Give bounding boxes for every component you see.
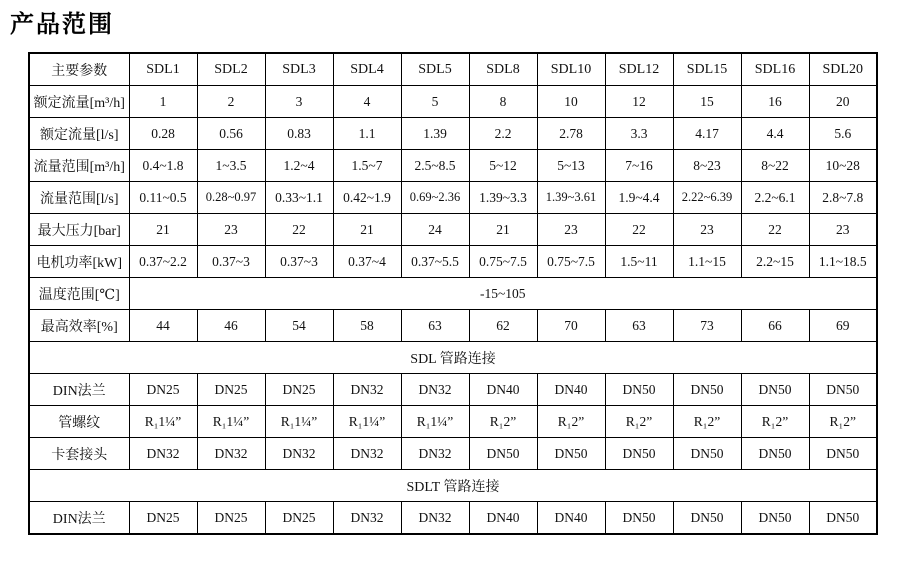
model-column-header: SDL1 [129, 53, 197, 86]
value-cell: R₁1¼” [197, 406, 265, 438]
model-column-header: SDL16 [741, 53, 809, 86]
model-column-header: SDL5 [401, 53, 469, 86]
section-row [29, 342, 877, 374]
value-cell: DN32 [265, 438, 333, 470]
value-cell: 1.1~18.5 [809, 246, 877, 278]
value-cell: 1.5~11 [605, 246, 673, 278]
value-cell: 23 [809, 214, 877, 246]
value-cell: DN25 [197, 502, 265, 535]
param-column-header: 主要参数 [29, 53, 129, 86]
table-row [29, 438, 877, 470]
value-cell: 10 [537, 86, 605, 118]
value-cell: DN50 [673, 502, 741, 535]
model-column-header: SDL8 [469, 53, 537, 86]
value-cell: 0.37~3 [265, 246, 333, 278]
section-title-cell: SDL 管路连接 [29, 342, 877, 374]
row-label-cell: 额定流量[l/s] [29, 118, 129, 150]
value-cell: 70 [537, 310, 605, 342]
value-cell: 8 [469, 86, 537, 118]
value-cell: 66 [741, 310, 809, 342]
table-row [29, 118, 877, 150]
model-column-header: SDL3 [265, 53, 333, 86]
table-row [29, 406, 877, 438]
value-cell: 8~22 [741, 150, 809, 182]
value-cell: DN32 [333, 502, 401, 535]
span-value-cell: -15~105 [129, 278, 877, 310]
value-cell: 0.37~4 [333, 246, 401, 278]
table-row [29, 214, 877, 246]
model-column-header: SDL15 [673, 53, 741, 86]
value-cell: DN50 [537, 438, 605, 470]
value-cell: 0.75~7.5 [469, 246, 537, 278]
value-cell: 24 [401, 214, 469, 246]
table-row [29, 182, 877, 214]
value-cell: R₁2” [605, 406, 673, 438]
value-cell: R₁1¼” [129, 406, 197, 438]
value-cell: 4.17 [673, 118, 741, 150]
value-cell: 23 [197, 214, 265, 246]
row-label-cell: DIN法兰 [29, 374, 129, 406]
value-cell: DN50 [741, 438, 809, 470]
row-label-cell: 额定流量[m³/h] [29, 86, 129, 118]
value-cell: DN25 [129, 374, 197, 406]
value-cell: DN40 [537, 502, 605, 535]
value-cell: 0.11~0.5 [129, 182, 197, 214]
value-cell: DN50 [673, 438, 741, 470]
value-cell: 0.83 [265, 118, 333, 150]
row-label-cell: 流量范围[m³/h] [29, 150, 129, 182]
value-cell: 1.39~3.61 [537, 182, 605, 214]
value-cell: 0.42~1.9 [333, 182, 401, 214]
value-cell: 5 [401, 86, 469, 118]
value-cell: DN32 [401, 374, 469, 406]
value-cell: 2.2~6.1 [741, 182, 809, 214]
table-row [29, 150, 877, 182]
row-label-cell: 卡套接头 [29, 438, 129, 470]
value-cell: DN50 [809, 438, 877, 470]
value-cell: 2.2 [469, 118, 537, 150]
value-cell: 20 [809, 86, 877, 118]
value-cell: 54 [265, 310, 333, 342]
header-row [29, 53, 877, 86]
value-cell: 1.1 [333, 118, 401, 150]
value-cell: 0.28 [129, 118, 197, 150]
page-title: 产品范围 [10, 11, 114, 38]
row-label-cell: 电机功率[kW] [29, 246, 129, 278]
model-column-header: SDL2 [197, 53, 265, 86]
value-cell: 3.3 [605, 118, 673, 150]
value-cell: DN32 [333, 438, 401, 470]
table-row [29, 310, 877, 342]
value-cell: DN25 [265, 502, 333, 535]
value-cell: 1.1~15 [673, 246, 741, 278]
value-cell: 5~13 [537, 150, 605, 182]
value-cell: 3 [265, 86, 333, 118]
value-cell: 0.37~5.5 [401, 246, 469, 278]
value-cell: R₁2” [537, 406, 605, 438]
value-cell: DN40 [537, 374, 605, 406]
value-cell: 4.4 [741, 118, 809, 150]
value-cell: 58 [333, 310, 401, 342]
value-cell: DN32 [401, 502, 469, 535]
value-cell: 46 [197, 310, 265, 342]
value-cell: 1.39 [401, 118, 469, 150]
model-column-header: SDL20 [809, 53, 877, 86]
value-cell: 2.5~8.5 [401, 150, 469, 182]
value-cell: 0.28~0.97 [197, 182, 265, 214]
value-cell: 22 [605, 214, 673, 246]
value-cell: 0.4~1.8 [129, 150, 197, 182]
value-cell: 21 [469, 214, 537, 246]
value-cell: DN32 [401, 438, 469, 470]
value-cell: 1.2~4 [265, 150, 333, 182]
row-label-cell: 最高效率[%] [29, 310, 129, 342]
model-column-header: SDL10 [537, 53, 605, 86]
value-cell: 5.6 [809, 118, 877, 150]
value-cell: 1 [129, 86, 197, 118]
value-cell: DN50 [741, 502, 809, 535]
value-cell: 0.75~7.5 [537, 246, 605, 278]
value-cell: 0.37~2.2 [129, 246, 197, 278]
value-cell: DN25 [129, 502, 197, 535]
table-row [29, 86, 877, 118]
value-cell: 44 [129, 310, 197, 342]
value-cell: 1~3.5 [197, 150, 265, 182]
value-cell: R₁1¼” [265, 406, 333, 438]
value-cell: DN50 [605, 438, 673, 470]
value-cell: 73 [673, 310, 741, 342]
section-title-cell: SDLT 管路连接 [29, 470, 877, 502]
table-row [29, 278, 877, 310]
value-cell: DN32 [129, 438, 197, 470]
value-cell: DN50 [469, 438, 537, 470]
value-cell: DN32 [333, 374, 401, 406]
value-cell: 1.39~3.3 [469, 182, 537, 214]
value-cell: 2.22~6.39 [673, 182, 741, 214]
value-cell: DN50 [605, 502, 673, 535]
value-cell: 0.37~3 [197, 246, 265, 278]
row-label-cell: 最大压力[bar] [29, 214, 129, 246]
value-cell: 22 [741, 214, 809, 246]
table-row [29, 374, 877, 406]
value-cell: 21 [333, 214, 401, 246]
value-cell: 1.9~4.4 [605, 182, 673, 214]
value-cell: R₁2” [809, 406, 877, 438]
value-cell: DN50 [605, 374, 673, 406]
value-cell: 10~28 [809, 150, 877, 182]
value-cell: 2.78 [537, 118, 605, 150]
value-cell: DN50 [809, 374, 877, 406]
value-cell: DN25 [265, 374, 333, 406]
table-row [29, 502, 877, 535]
row-label-cell: 管螺纹 [29, 406, 129, 438]
value-cell: DN50 [809, 502, 877, 535]
value-cell: 5~12 [469, 150, 537, 182]
value-cell: R₁1¼” [401, 406, 469, 438]
value-cell: 23 [673, 214, 741, 246]
row-label-cell: 温度范围[℃] [29, 278, 129, 310]
value-cell: 22 [265, 214, 333, 246]
model-column-header: SDL4 [333, 53, 401, 86]
value-cell: 0.69~2.36 [401, 182, 469, 214]
value-cell: 8~23 [673, 150, 741, 182]
value-cell: 16 [741, 86, 809, 118]
value-cell: 62 [469, 310, 537, 342]
value-cell: 2 [197, 86, 265, 118]
value-cell: DN32 [197, 438, 265, 470]
value-cell: 7~16 [605, 150, 673, 182]
value-cell: 15 [673, 86, 741, 118]
value-cell: R₁2” [469, 406, 537, 438]
spec-table [28, 52, 878, 535]
value-cell: 23 [537, 214, 605, 246]
value-cell: 1.5~7 [333, 150, 401, 182]
section-row [29, 470, 877, 502]
value-cell: 2.8~7.8 [809, 182, 877, 214]
value-cell: DN50 [741, 374, 809, 406]
row-label-cell: DIN法兰 [29, 502, 129, 535]
value-cell: R₁1¼” [333, 406, 401, 438]
value-cell: 12 [605, 86, 673, 118]
value-cell: 21 [129, 214, 197, 246]
table-row [29, 246, 877, 278]
value-cell: 0.56 [197, 118, 265, 150]
value-cell: DN40 [469, 374, 537, 406]
value-cell: 4 [333, 86, 401, 118]
row-label-cell: 流量范围[l/s] [29, 182, 129, 214]
value-cell: DN50 [673, 374, 741, 406]
model-column-header: SDL12 [605, 53, 673, 86]
value-cell: 63 [401, 310, 469, 342]
spec-table-body [29, 86, 877, 535]
value-cell: R₁2” [741, 406, 809, 438]
value-cell: 63 [605, 310, 673, 342]
value-cell: DN25 [197, 374, 265, 406]
value-cell: R₁2” [673, 406, 741, 438]
value-cell: 2.2~15 [741, 246, 809, 278]
value-cell: 0.33~1.1 [265, 182, 333, 214]
value-cell: 69 [809, 310, 877, 342]
value-cell: DN40 [469, 502, 537, 535]
